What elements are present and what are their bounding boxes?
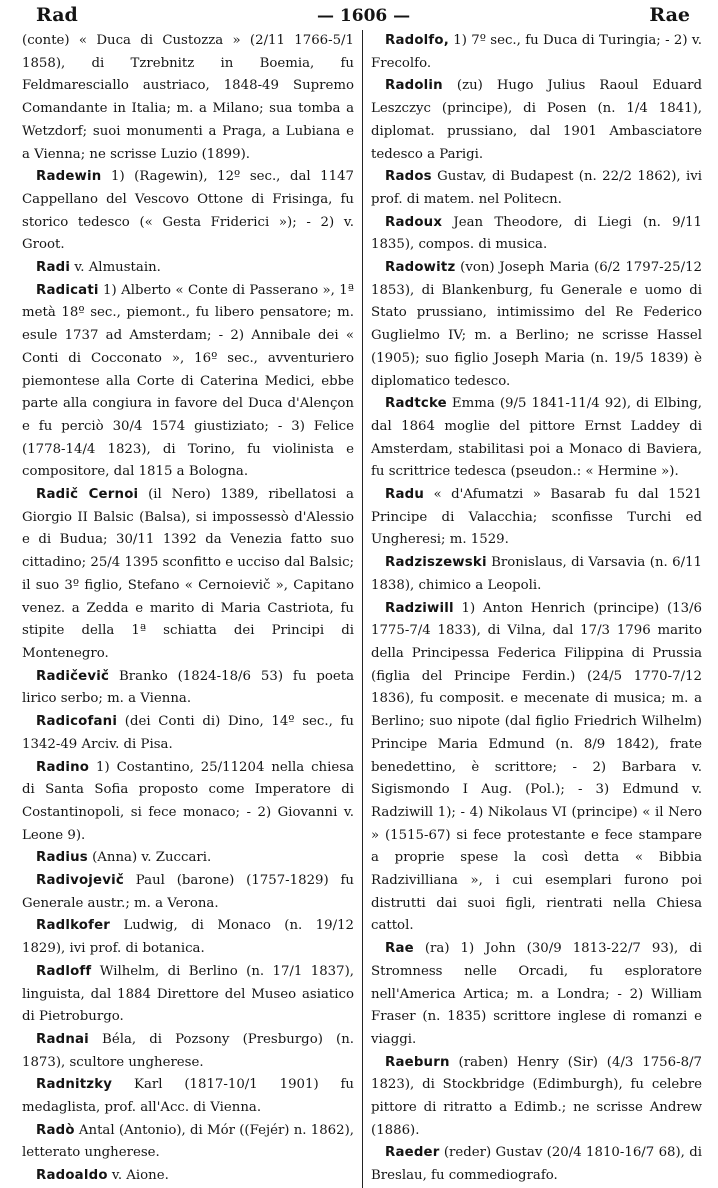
entry-headword: Radtcke	[385, 396, 447, 412]
entry-text: Ludwig, di Monaco (n. 19/12 1829), ivi prof. di botanica.	[22, 918, 354, 957]
entry-headword: Raeburn	[385, 1054, 450, 1070]
entry-text: 1) Anton Henrich (principe) (13/6 1775-7/4 1833), di Vilna, dal 17/3 1796 marito della Principessa Federica Filippina di Prussia (figlia del Principe Ferdin.) (24/5 1770-7/12 1836), fu composit. e mecenate di musica; m. a Berlino; suo nipote (dal figlio Friedrich Wilhelm) Principe Maria Edmund (n. 8/9 1842), frate benedettino, è scrittore; - 2) Barbara v. Sigismondo I Aug. (Pol.); - 3) Edmund v. Radziwill 1); - 4) Nikolaus VI (principe) « il Nero » (1515-67) si fece protestante e fece stampare a proprie spese la così detta « Bibbia Radzivilliana », i cui esemplari furono poi distrutti dai suoi figli, rientrati nella Chiesa cattol.	[371, 600, 702, 934]
dictionary-entry	[22, 30, 354, 166]
dictionary-entry	[22, 870, 354, 915]
entry-headword: Radicati	[36, 282, 99, 298]
entry-text: Karl (1817-10/1 1901) fu medaglista, prof. all'Acc. di Vienna.	[22, 1077, 354, 1116]
dictionary-entry	[371, 212, 702, 257]
entry-text: Antal (Antonio), di Mór ((Fejér) n. 1862), letterato ungherese.	[22, 1122, 354, 1161]
entry-headword: Radowitz	[385, 260, 456, 276]
entry-text: (Anna) v. Zuccari.	[87, 850, 212, 866]
entry-headword: Radič Cernoi	[36, 487, 139, 503]
entry-headword: Radi	[36, 260, 71, 276]
dictionary-entry	[22, 711, 354, 756]
dictionary-entry	[371, 30, 702, 75]
entry-text: Bronislaus, di Varsavia (n. 6/11 1838), chimico a Leopoli.	[371, 555, 702, 593]
entry-text: (ra) 1) John (30/9 1813-22/7 93), di Stromness nelle Orcadi, fu esploratore nell'America Artica; m. a Londra; - 2) William Fraser (n. 1835) scrittore inglese di romanzi e viaggi.	[371, 941, 702, 1047]
entry-text: (raben) Henry (Sir) (4/3 1756-8/7 1823), di Stockbridge (Edimburgh), fu celebre pittore di ritratto a Edimb.; ne scrisse Andrew (1886).	[371, 1054, 702, 1138]
entry-headword: Radius	[36, 850, 88, 866]
entry-headword: Radziszewski	[385, 555, 487, 571]
entry-headword: Radnitzky	[36, 1077, 113, 1093]
page-header	[22, 0, 704, 30]
entry-headword: Radò	[36, 1122, 75, 1138]
dictionary-entry	[371, 75, 702, 166]
entry-text: Branko (1824-18/6 53) fu poeta lirico serbo; m. a Vienna.	[22, 668, 354, 707]
entry-text: (conte) « Duca di Custozza » (2/11 1766-5/1 1858), di Tzrebnitz in Boemia, fu Feldmaresciallo austriaco, 1848-49 Supremo Comandante in Italia; m. a Milano; sua tomba a Wetzdorf; suoi monumenti a Praga, a Lubiana e a Vienna; ne scrisse Luzio (1899).	[22, 33, 354, 162]
entry-headword: Raeder	[385, 1145, 440, 1161]
entry-text: v. Almustain.	[70, 260, 161, 276]
entry-headword: Radoaldo	[36, 1168, 108, 1184]
dictionary-entry	[371, 1142, 702, 1187]
dictionary-entry	[371, 484, 702, 552]
dictionary-entry	[371, 166, 702, 211]
dictionary-entry	[22, 757, 354, 848]
entry-headword: Rados	[385, 169, 432, 185]
page-number: — 1606 —	[317, 6, 411, 26]
dictionary-entry	[22, 1029, 354, 1074]
entry-headword: Radino	[36, 759, 90, 775]
entry-text: Gustav, di Budapest (n. 22/2 1862), ivi prof. di matem. nel Politecn.	[371, 169, 702, 207]
entry-text: Wilhelm, di Berlino (n. 17/1 1837), linguista, dal 1884 Direttore del Museo asiatico di Pietroburgo.	[22, 963, 354, 1025]
text-columns	[22, 30, 704, 1188]
entry-headword: Radnai	[36, 1031, 89, 1047]
entry-text: 1) (Ragewin), 12º sec., dal 1147 Cappellano del Vescovo Ottone di Frisinga, fu storico tedesco (« Gesta Friderici »); - 2) v. Groot.	[22, 169, 354, 253]
entry-text: 1) Costantino, 25/11204 nella chiesa di Santa Sofia proposto come Imperatore di Costantinopoli, si fece monaco; - 2) Giovanni v. Leone 9).	[22, 759, 354, 843]
dictionary-entry	[371, 598, 702, 939]
dictionary-entry	[371, 938, 702, 1052]
entry-headword: Radlkofer	[36, 918, 111, 934]
entry-text: « d'Afumatzi » Basarab fu dal 1521 Principe di Valacchia; sconfisse Turchi ed Ungheresi; m. 1529.	[371, 487, 702, 548]
dictionary-entry	[22, 1074, 354, 1119]
entry-text: (dei Conti di) Dino, 14º sec., fu 1342-49 Arciv. di Pisa.	[22, 714, 354, 752]
entry-headword: Radziwill	[385, 600, 454, 616]
dictionary-entry	[22, 961, 354, 1029]
entry-headword: Radolin	[385, 78, 443, 94]
entry-text: (reder) Gustav (20/4 1810-16/7 68), di Breslau, fu commediografo.	[371, 1145, 702, 1184]
entry-text: (il Nero) 1389, ribellatosi a Giorgio II Balsic (Balsa), si impossessò d'Alessio e di Budua; 30/11 1392 da Venezia fatto suo cittadino; 25/4 1395 sconfitto e ucciso dal Balsic; il suo 3º figlio, Stefano « Cernoievič », Capitano venez. a Zedda e marito di Maria Castriota, fu stipite della 1ª schiatta dei Principi di Montenegro.	[22, 487, 354, 661]
entry-headword: Radewin	[36, 169, 102, 185]
dictionary-entry	[371, 393, 702, 484]
entry-headword: Radivojevič	[36, 873, 124, 889]
dictionary-entry	[22, 666, 354, 711]
entry-headword: Radu	[385, 487, 424, 503]
left-column	[22, 30, 362, 1188]
dictionary-entry	[371, 552, 702, 597]
dictionary-entry	[371, 257, 702, 393]
dictionary-entry	[371, 1052, 702, 1143]
header-left-guideword: Rad	[36, 4, 78, 26]
entry-text: (zu) Hugo Julius Raoul Eduard Leszczyc (principe), di Posen (n. 1/4 1841), diplomat. prussiano, dal 1901 Ambasciatore tedesco a Parigi.	[371, 78, 702, 162]
dictionary-entry	[22, 915, 354, 960]
right-column	[362, 30, 702, 1188]
dictionary-entry	[22, 166, 354, 257]
entry-headword: Radičevič	[36, 668, 110, 684]
dictionary-entry	[22, 847, 354, 870]
entry-headword: Radoux	[385, 214, 443, 230]
entry-text: (von) Joseph Maria (6/2 1797-25/12 1853), di Blankenburg, fu Generale e uomo di Stato prussiano, intimissimo del Re Federico Guglielmo IV; m. a Berlino; ne scrisse Hassel (1905); suo figlio Joseph Maria (n. 19/5 1839) è diplomatico tedesco.	[371, 260, 702, 389]
entry-headword: Radicofani	[36, 714, 118, 730]
dictionary-entry	[22, 484, 354, 666]
entry-text: Béla, di Pozsony (Presburgo) (n. 1873), scultore ungherese.	[22, 1031, 354, 1070]
header-right-guideword: Rae	[649, 4, 690, 26]
dictionary-entry	[22, 1120, 354, 1165]
entry-text: Emma (9/5 1841-11/4 92), di Elbing, dal 1864 moglie del pittore Ernst Laddey di Amsterdam, stabilitasi poi a Monaco di Baviera, fu scrittrice tedesca (pseudon.: « Hermine »).	[371, 396, 702, 480]
dictionary-entry	[22, 280, 354, 484]
dictionary-entry	[22, 1165, 354, 1188]
entry-headword: Radloff	[36, 963, 92, 979]
dictionary-entry	[22, 257, 354, 280]
entry-text: v. Aione.	[107, 1168, 169, 1184]
entry-text: Paul (barone) (1757-1829) fu Generale austr.; m. a Verona.	[22, 873, 354, 911]
entry-text: 1) Alberto « Conte di Passerano », 1ª metà 18º sec., piemont., fu libero pensatore; m. esule 1737 ad Amsterdam; - 2) Annibale dei « Conti di Cocconato », 16º sec., avventuriero piemontese alla Corte di Caterina Medici, ebbe parte alla congiura in favore del Duca d'Alençon e fu perciò 30/4 1574 giustiziato; - 3) Felice (1778-14/4 1823), di Torino, fu violinista e compositore, dal 1815 a Bologna.	[22, 282, 354, 480]
entry-headword: Rae	[385, 941, 414, 957]
entry-headword: Radolfo,	[385, 33, 449, 48]
entry-text: 1) 7º sec., fu Duca di Turingia; - 2) v. Frecolfo.	[371, 33, 702, 71]
entry-text: Jean Theodore, di Liegi (n. 9/11 1835), compos. di musica.	[371, 214, 702, 253]
